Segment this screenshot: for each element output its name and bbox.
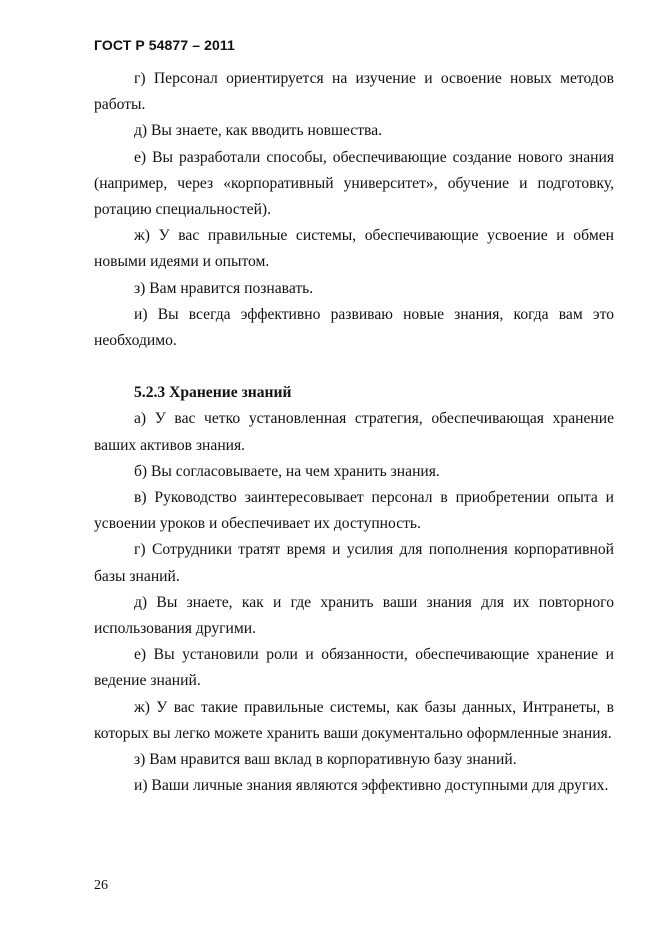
list-item: ж) У вас правильные системы, обеспечивающие усвоение и обмен новыми идеями и опытом. xyxy=(94,227,614,271)
document-header: ГОСТ Р 54877 – 2011 xyxy=(94,37,235,53)
list-item: г) Сотрудники тратят время и усилия для пополнения корпоративной базы знаний. xyxy=(94,541,614,585)
spacer xyxy=(94,354,614,380)
list-item: г) Персонал ориентируется на изучение и освоение новых методов работы. xyxy=(94,70,614,114)
list-item: е) Вы разработали способы, обеспечивающие создание нового знания (например, через «корпоративный университет», обучение и подготовку, ротацию специальностей). xyxy=(94,148,614,219)
list-item: а) У вас четко установленная стратегия, обеспечивающая хранение ваших активов знания. xyxy=(94,410,614,454)
list-item: и) Вы всегда эффективно развиваю новые знания, когда вам это необходимо. xyxy=(94,305,614,350)
list-item: д) Вы знаете, как и где хранить ваши знания для их повторного использования другими. xyxy=(94,593,614,638)
list-item: ж) У вас такие правильные системы, как базы данных, Интранеты, в которых вы легко можете хранить ваши документально оформленные знания. xyxy=(94,698,614,742)
list-item: б) Вы согласовываете, на чем хранить знания. xyxy=(134,462,440,480)
list-item: з) Вам нравится ваш вклад в корпоративную базу знаний. xyxy=(134,751,517,769)
page-number: 26 xyxy=(94,878,108,893)
section-title: 5.2.3 Хранение знаний xyxy=(134,384,292,402)
list-item: з) Вам нравится познавать. xyxy=(134,279,314,297)
list-item: е) Вы установили роли и обязанности, обеспечивающие хранение и ведение знаний. xyxy=(94,646,614,690)
page-content xyxy=(94,66,614,799)
list-item: в) Руководство заинтересовывает персонал в приобретении опыта и усвоении уроков и обеспечивает их доступность. xyxy=(94,489,614,533)
list-item: и) Ваши личные знания являются эффективно доступными для других. xyxy=(134,777,609,795)
list-item: д) Вы знаете, как вводить новшества. xyxy=(134,122,383,140)
